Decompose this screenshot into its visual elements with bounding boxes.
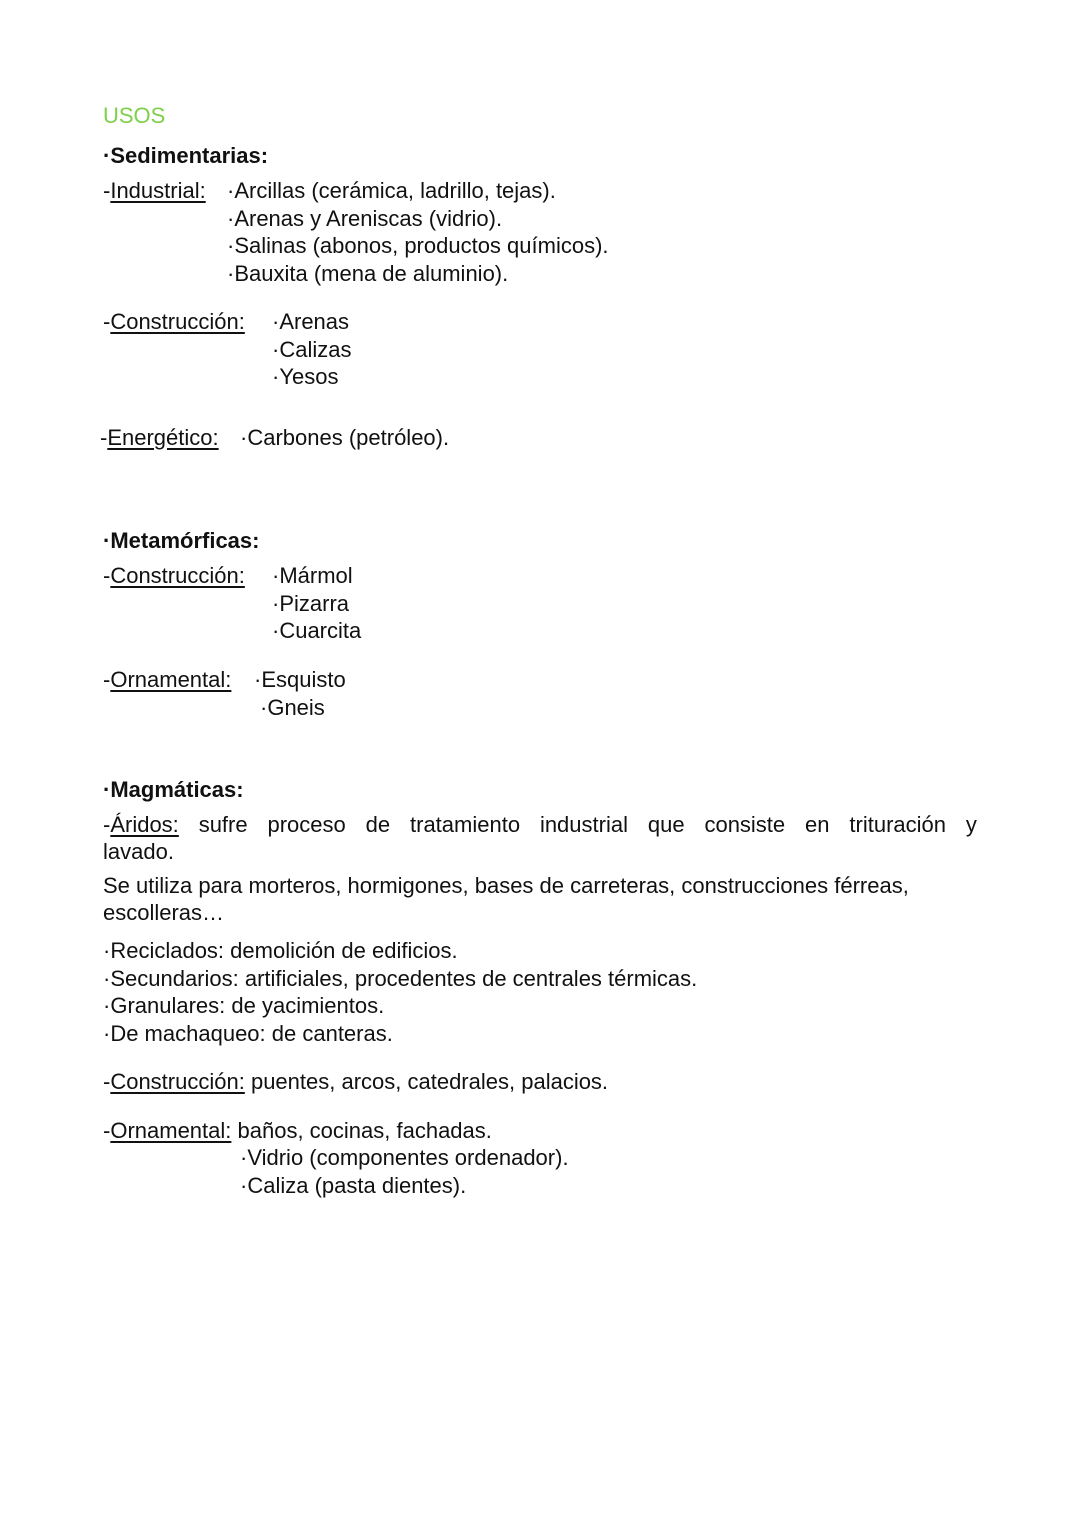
label-aridos: Áridos:	[110, 812, 179, 837]
label-ornamental: Ornamental:	[110, 667, 232, 692]
word: en	[805, 812, 830, 837]
list-item: ·Arcillas (cerámica, ladrillo, tejas).	[227, 178, 556, 203]
list-item: ·Secundarios: artificiales, procedentes de centrales térmicas.	[103, 965, 698, 991]
uses-paragraph-line-1: Se utiliza para morteros, hormigones, bases de carreteras, construcciones férreas,	[103, 873, 909, 898]
ornamental-text: baños, cocinas, fachadas.	[231, 1118, 492, 1143]
list-item: ·Salinas (abonos, productos químicos).	[227, 233, 609, 258]
dash: -	[103, 1069, 111, 1094]
word: tratamiento	[410, 812, 521, 837]
label-construccion: Construcción:	[110, 563, 245, 588]
list-item: ·Granulares: de yacimientos.	[103, 993, 385, 1018]
section-heading-metamorficas: ·Metamórficas:	[103, 528, 260, 553]
list-item: ·Esquisto	[254, 667, 346, 692]
list-item: ·Yesos	[272, 364, 339, 389]
category-label-energetico	[100, 424, 219, 452]
list-energetico	[240, 424, 449, 452]
category-label-construccion	[103, 308, 245, 336]
dash: -	[103, 563, 111, 588]
page-title: USOS	[103, 103, 166, 128]
label-construccion: Construcción:	[110, 309, 245, 334]
label-energetico: Energético:	[107, 425, 219, 450]
category-label-ornamental	[103, 666, 231, 694]
list-construccion-sedimentarias	[272, 308, 351, 391]
list-item: ·Carbones (petróleo).	[240, 425, 450, 450]
list-item: ·Gneis	[260, 694, 325, 720]
list-item: ·Cuarcita	[272, 618, 362, 643]
word: sufre	[198, 812, 248, 837]
word: y	[965, 812, 977, 837]
dash: -	[103, 812, 111, 837]
category-label-construccion	[103, 562, 245, 590]
list-ornamental-magmaticas	[240, 1144, 569, 1199]
dash: -	[103, 309, 111, 334]
list-item: ·Vidrio (componentes ordenador).	[240, 1145, 569, 1170]
construccion-text: puentes, arcos, catedrales, palacios.	[244, 1069, 609, 1094]
dash: -	[103, 667, 111, 692]
list-item: ·Reciclados: demolición de edificios.	[103, 938, 458, 963]
word: consiste	[704, 812, 786, 837]
word: trituración	[849, 812, 946, 837]
list-item: ·Caliza (pasta dientes).	[240, 1172, 467, 1198]
list-item: ·Mármol	[272, 563, 353, 588]
uses-paragraph-line-2: escolleras…	[103, 900, 225, 925]
dash: -	[100, 425, 108, 450]
list-industrial	[227, 177, 609, 287]
label-construccion: Construcción:	[110, 1069, 245, 1094]
aridos-paragraph-line-1	[103, 811, 977, 839]
list-item: ·Arenas y Areniscas (vidrio).	[227, 205, 503, 231]
label-industrial: Industrial:	[110, 178, 206, 203]
construccion-line-magmaticas	[103, 1068, 608, 1096]
word: industrial	[539, 812, 628, 837]
list-item: ·Arenas	[272, 309, 350, 334]
dash: -	[103, 1118, 111, 1143]
label-ornamental: Ornamental:	[110, 1118, 232, 1143]
category-label-industrial	[103, 177, 206, 205]
list-item: ·De machaqueo: de canteras.	[103, 1020, 393, 1046]
section-heading-magmaticas: ·Magmáticas:	[103, 777, 244, 802]
word: que	[647, 812, 685, 837]
word: de	[365, 812, 391, 837]
list-aridos-types	[103, 937, 697, 1047]
aridos-paragraph-line-2: lavado.	[103, 839, 174, 864]
list-construccion-metamorficas	[272, 562, 361, 645]
list-ornamental-metamorficas	[254, 666, 346, 721]
list-item: ·Calizas	[272, 336, 352, 362]
ornamental-line-magmaticas	[103, 1117, 492, 1145]
list-item: ·Bauxita (mena de aluminio).	[227, 260, 509, 286]
list-item: ·Pizarra	[272, 590, 350, 616]
section-heading-sedimentarias: ·Sedimentarias:	[103, 143, 269, 168]
dash: -	[103, 178, 111, 203]
word: proceso	[267, 812, 346, 837]
aridos-label	[103, 811, 179, 839]
